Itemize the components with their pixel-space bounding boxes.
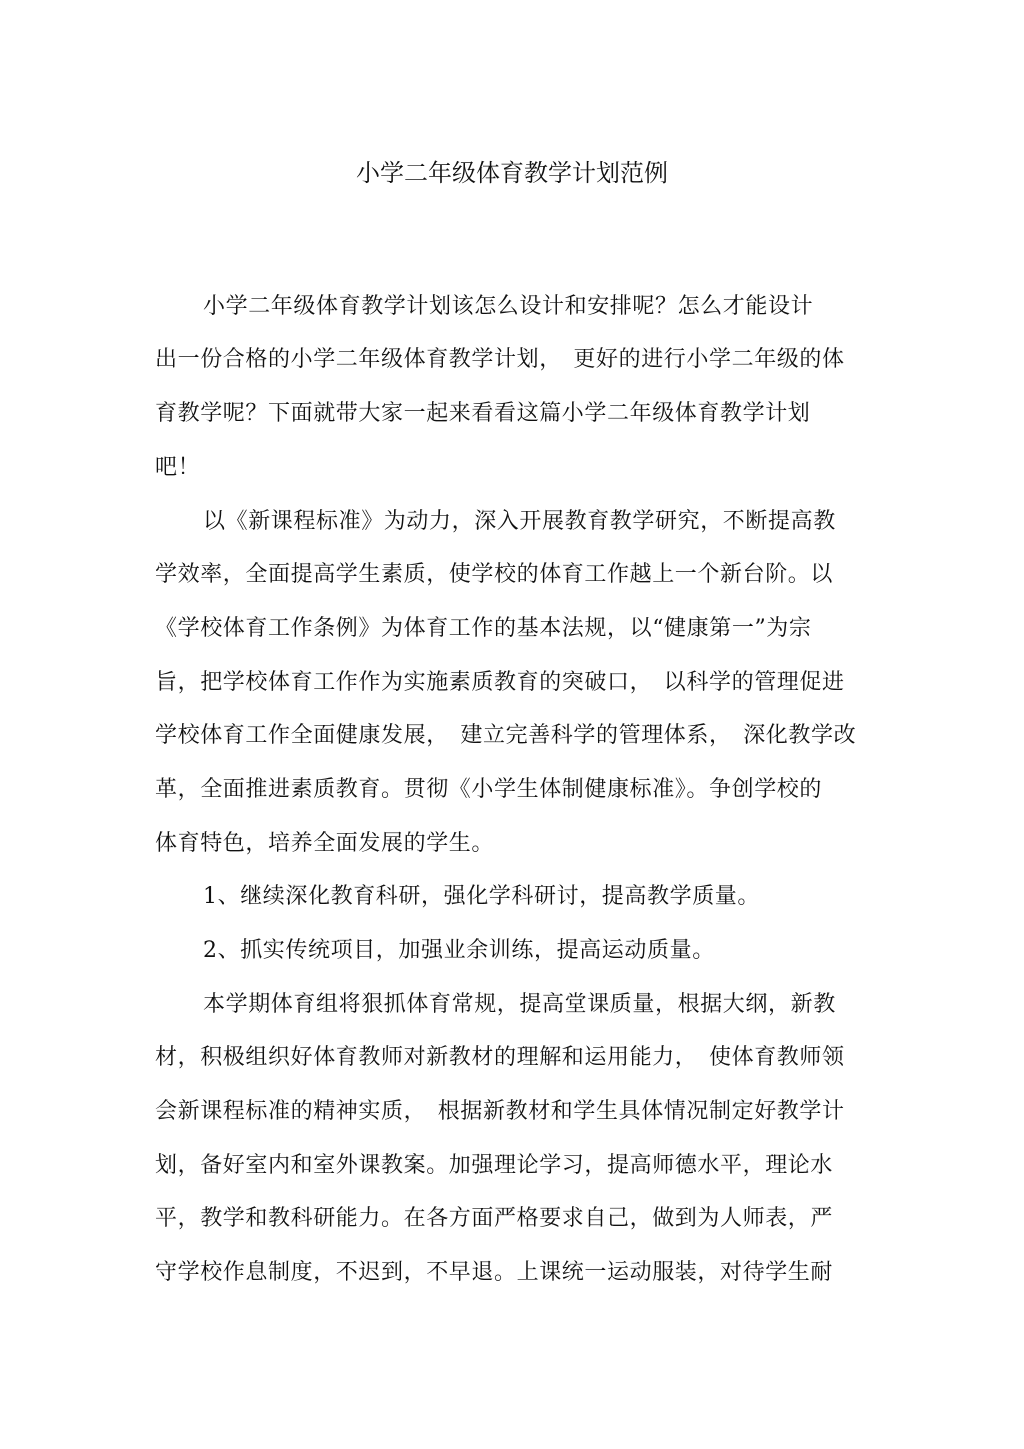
paragraph-3-line-2: 材，积极组织好体育教师对新教材的理解和运用能力， 使体育教师领: [155, 1045, 845, 1070]
paragraph-2-line-4: 旨，把学校体育工作作为实施素质教育的突破口， 以科学的管理促进: [155, 670, 845, 695]
paragraph-3-line-1: 本学期体育组将狠抓体育常规，提高堂课质量，根据大纲，新教: [203, 992, 836, 1017]
list-item-1: 1、继续深化教育科研，强化学科研讨，提高教学质量。: [203, 884, 760, 909]
list-item-2: 2、抓实传统项目，加强业余训练，提高运动质量。: [203, 938, 715, 963]
paragraph-2-line-2: 学效率，全面提高学生素质，使学校的体育工作越上一个新台阶。以: [155, 562, 834, 587]
paragraph-3-line-5: 平，教学和教科研能力。在各方面严格要求自己，做到为人师表，严: [155, 1206, 834, 1231]
paragraph-2-line-1: 以《新课程标准》为动力，深入开展教育教学研究，不断提高教: [203, 509, 836, 534]
paragraph-3-line-6: 守学校作息制度，不迟到，不早退。上课统一运动服装，对待学生耐: [155, 1260, 834, 1285]
paragraph-1-line-3: 育教学呢？下面就带大家一起来看看这篇小学二年级体育教学计划: [155, 401, 811, 426]
paragraph-2-line-6: 革，全面推进素质教育。贯彻《小学生体制健康标准》。争创学校的: [155, 777, 823, 802]
paragraph-1-line-1: 小学二年级体育教学计划该怎么设计和安排呢？怎么才能设计: [203, 294, 814, 319]
paragraph-2-line-3: 《学校体育工作条例》为体育工作的基本法规，以“健康第一”为宗: [155, 616, 812, 641]
paragraph-1-line-2: 出一份合格的小学二年级体育教学计划， 更好的进行小学二年级的体: [155, 347, 845, 372]
paragraph-3-line-3: 会新课程标准的精神实质， 根据新教材和学生具体情况制定好教学计: [155, 1099, 845, 1124]
paragraph-1-line-4: 吧！: [155, 455, 201, 480]
paragraph-2-line-5: 学校体育工作全面健康发展， 建立完善科学的管理体系， 深化教学改: [155, 723, 857, 748]
paragraph-2-line-7: 体育特色，培养全面发展的学生。: [155, 831, 495, 856]
paragraph-3-line-4: 划，备好室内和室外课教案。加强理论学习，提高师德水平，理论水: [155, 1153, 834, 1178]
document-title: 小学二年级体育教学计划范例: [356, 159, 668, 187]
